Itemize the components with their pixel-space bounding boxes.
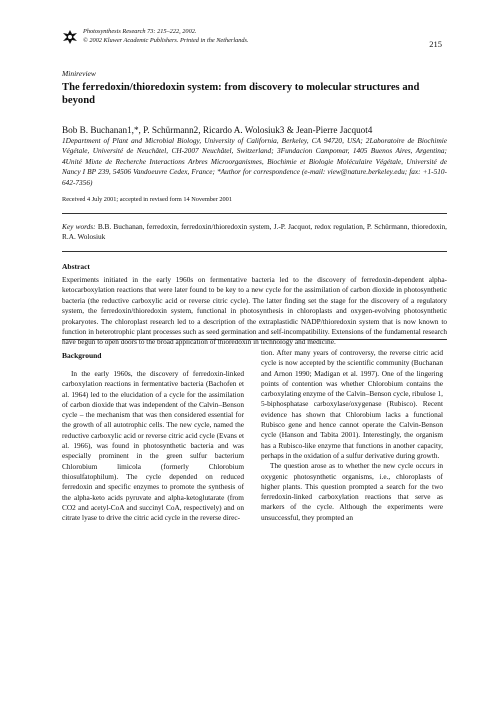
page-header xyxy=(62,27,442,51)
publisher-logo-icon xyxy=(62,29,78,45)
column-right xyxy=(261,348,443,523)
article-title: The ferredoxin/thioredoxin system: from discovery to molecular structures and beyond xyxy=(62,82,420,106)
body-paragraph: The question arose as to whether the new cycle occurs in oxygenic photosynthetic organisms, i.e., chloroplasts of higher plants. This question prompted a search for the two ferredoxin-linked carboxylation reactions that serve as markers of the cycle. Although the experiments were unsuccessful, they prompted an xyxy=(261,461,443,522)
article-type: Minireview xyxy=(62,69,96,78)
background-heading: Background xyxy=(62,351,102,360)
copyright-line: © 2002 Kluwer Academic Publishers. Printed in the Netherlands. xyxy=(83,37,249,44)
affiliations: 1Department of Plant and Microbial Biology, University of California, Berkeley, CA 94720, USA; 2Laboratoire de Biochimie Végétale, Université de Neuchâtel, CH-2007 Neuchâtel, Switzerland; 3Fundacion Campomar, 1405 Buenos Aires, Argentina; 4Unité Mixte de Recherche Interactions Arbres Microorganismes, Biochimie et Biologie Moléculaire Végétale, Université de Nancy I BP 239, 54506 Vandoeuvre Cedex, France; *Author for correspondence (e-mail: view@nature.berkeley.edu; fax: +1-510-642-7356) xyxy=(62,136,447,187)
abstract-heading: Abstract xyxy=(62,262,90,271)
keywords-text: B.B. Buchanan, ferredoxin, ferredoxin/thioredoxin system, J.-P. Jacquot, redox regulation, P. Schürmann, thioredoxin, R.A. Wolosiuk xyxy=(62,222,447,242)
keywords-label: Key words: xyxy=(62,222,96,231)
divider xyxy=(62,213,447,214)
body-paragraph: tion. After many years of controversy, the reverse citric acid cycle is now accepted by the scientific community (Buchanan and Arnon 1990; Madigan et al. 1997). One of the lingering points of contention was whether Chlorobium contains the carboxylating enzyme of the Calvin–Benson cycle, ribulose 1, 5-biphosphatase carboxylase/oxygenase (Rubisco). Recent evidence has shown that Chlorobium lacks a functional Rubisco gene and hence cannot operate the Calvin-Benson cycle (Hanson and Tabita 2001). Interestingly, the organism has a Rubisco-like enzyme that functions in another capacity, perhaps in the oxidation of a sulfur derivative during growth. xyxy=(261,348,443,460)
abstract-text: Experiments initiated in the early 1960s on fermentative bacteria led to the discovery of ferredoxin-dependent alpha-ketocarboxylation reactions that were later found to be key to a new cycle for the assimilation of carbon dioxide in photosynthetic bacteria (the reductive carboxylic acid or reverse citric cycle). The latter finding set the stage for the discovery of a regulatory system, the ferredoxin/thioredoxin system, functional in photosynthesis in chloroplasts and oxygen-evolving photosynthetic prokaryotes. The chloroplast research led to a description of the extraplastidic NADP/thioredoxin system that is now known to function in heterotrophic plant processes such as seed germination and self-incompatibility. Extensions of the fundamental research have begun to open doors to the broad application of thioredoxin in technology and medicine. xyxy=(62,275,447,347)
received-dates: Received 4 July 2001; accepted in revised form 14 November 2001 xyxy=(62,196,232,203)
column-left xyxy=(62,369,244,523)
page-number: 215 xyxy=(429,39,442,49)
author-list: Bob B. Buchanan1,*, P. Schürmann2, Ricardo A. Wolosiuk3 & Jean-Pierre Jacquot4 xyxy=(62,125,373,135)
keywords xyxy=(62,222,447,243)
divider xyxy=(62,339,447,340)
divider xyxy=(62,251,447,252)
journal-citation: Photosynthesis Research 73: 215–222, 2002. xyxy=(83,28,197,35)
body-paragraph: In the early 1960s, the discovery of ferredoxin-linked carboxylation reactions in fermentative bacteria (Bachofen et al. 1964) led to the elucidation of a cycle for the assimilation of carbon dioxide that was independent of the Calvin–Benson cycle – the mechanism that was then considered essential for the growth of all autotrophic cells. The new cycle, named the reductive carboxylic acid or reverse citric acid cycle (Evans et al. 1966), was found in photosynthetic bacteria and was especially prominent in the green sulfur bacterium Chlorobium limicola (formerly Chlorobium thiosulfatophilum). The cycle depended on reduced ferredoxin and specific enzymes to promote the synthesis of the alpha-keto acids pyruvate and alpha-ketoglutarate (from CO2 and acetyl-CoA and succinyl CoA, respectively) and on citrate lyase to drive the citric acid cycle in the reverse direc- xyxy=(62,369,244,523)
